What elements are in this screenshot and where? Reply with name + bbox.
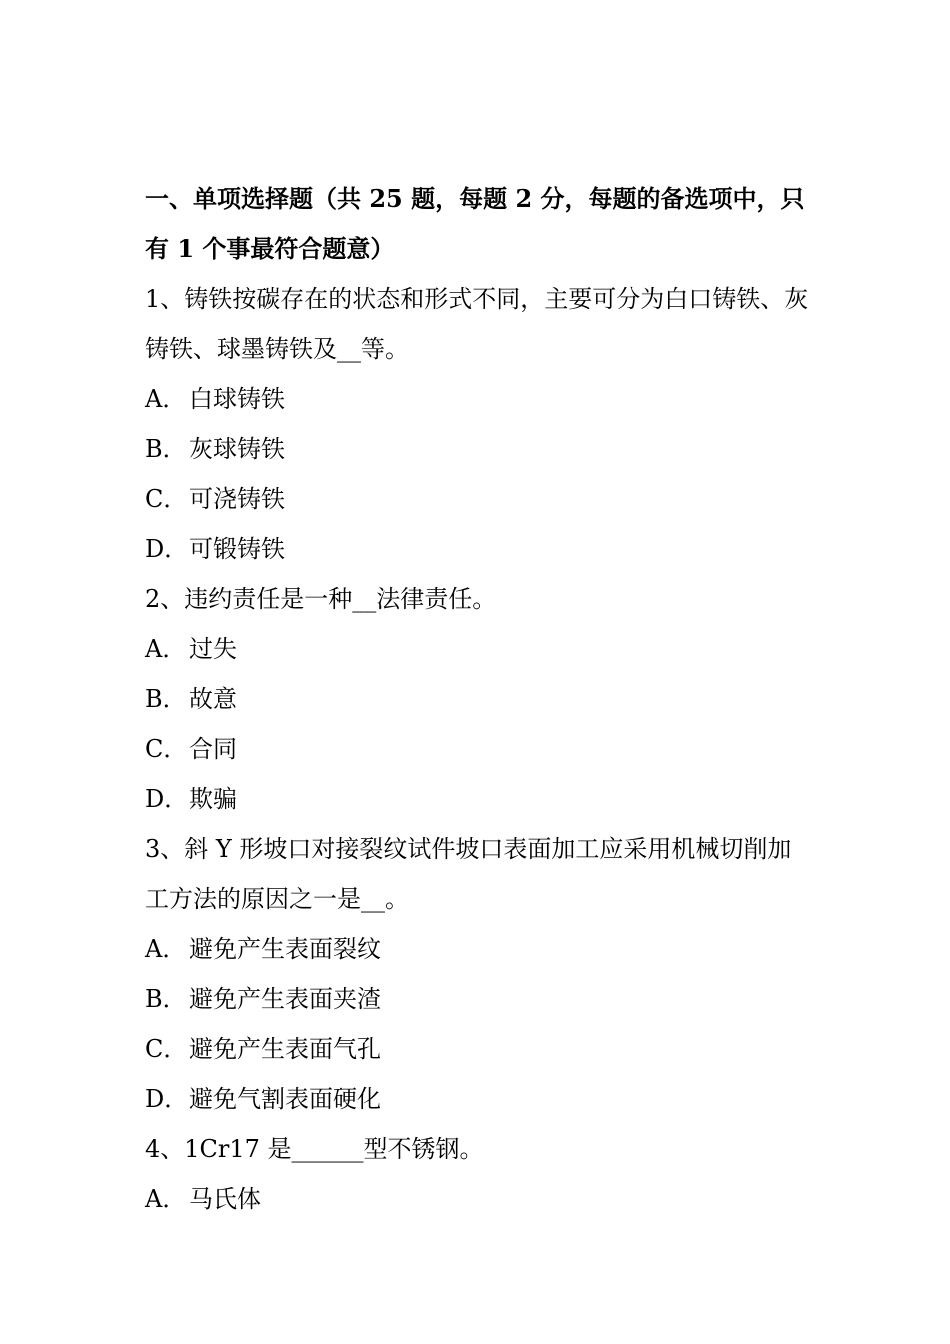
option-letter: D． (145, 535, 189, 563)
option-text: 过失 (189, 635, 237, 663)
question-3 (145, 824, 810, 1124)
question-text: 1、铸铁按碳存在的状态和形式不同，主要可分为白口铸铁、灰铸铁、球墨铸铁及__等。 (145, 285, 809, 363)
option-letter: C． (145, 735, 188, 763)
option-text: 避免产生表面气孔 (189, 1035, 381, 1063)
question-text: 3、斜 Y 形坡口对接裂纹试件坡口表面加工应采用机械切削加工方法的原因之一是__。 (145, 835, 792, 913)
option-a (145, 624, 810, 674)
option-text: 避免产生表面夹渣 (189, 985, 381, 1013)
option-c (145, 724, 810, 774)
option-letter: A． (145, 1185, 187, 1213)
option-b (145, 424, 810, 474)
option-c (145, 474, 810, 524)
section-heading: 一、单项选择题（共 25 题，每题 2 分，每题的备选项中，只有 1 个事最符合题意） (145, 184, 805, 263)
option-text: 可锻铸铁 (189, 535, 285, 563)
option-letter: B． (145, 685, 187, 713)
option-text: 避免产生表面裂纹 (189, 935, 381, 963)
option-text: 合同 (189, 735, 237, 763)
option-letter: D． (145, 1085, 189, 1113)
option-d (145, 524, 810, 574)
option-letter: B． (145, 435, 187, 463)
option-text: 避免气割表面硬化 (189, 1085, 381, 1113)
option-text: 灰球铸铁 (189, 435, 285, 463)
question-text: 2、违约责任是一种__法律责任。 (145, 585, 497, 613)
option-a (145, 1174, 810, 1224)
option-text: 马氏体 (189, 1185, 261, 1213)
option-text: 故意 (189, 685, 237, 713)
option-letter: A． (145, 935, 187, 963)
option-text: 欺骗 (189, 785, 237, 813)
option-b (145, 674, 810, 724)
option-letter: A． (145, 385, 187, 413)
question-4 (145, 1124, 810, 1224)
option-letter: C． (145, 1035, 188, 1063)
option-c (145, 1024, 810, 1074)
option-letter: B． (145, 985, 187, 1013)
option-letter: D． (145, 785, 189, 813)
option-a (145, 924, 810, 974)
option-letter: A． (145, 635, 187, 663)
question-2 (145, 574, 810, 824)
option-a (145, 374, 810, 424)
option-d (145, 1074, 810, 1124)
question-1 (145, 274, 810, 574)
option-d (145, 774, 810, 824)
option-letter: C． (145, 485, 188, 513)
option-b (145, 974, 810, 1024)
document-page (145, 174, 810, 1224)
option-text: 可浇铸铁 (189, 485, 285, 513)
option-text: 白球铸铁 (189, 385, 285, 413)
question-text: 4、1Cr17 是______型不锈钢。 (145, 1135, 484, 1163)
